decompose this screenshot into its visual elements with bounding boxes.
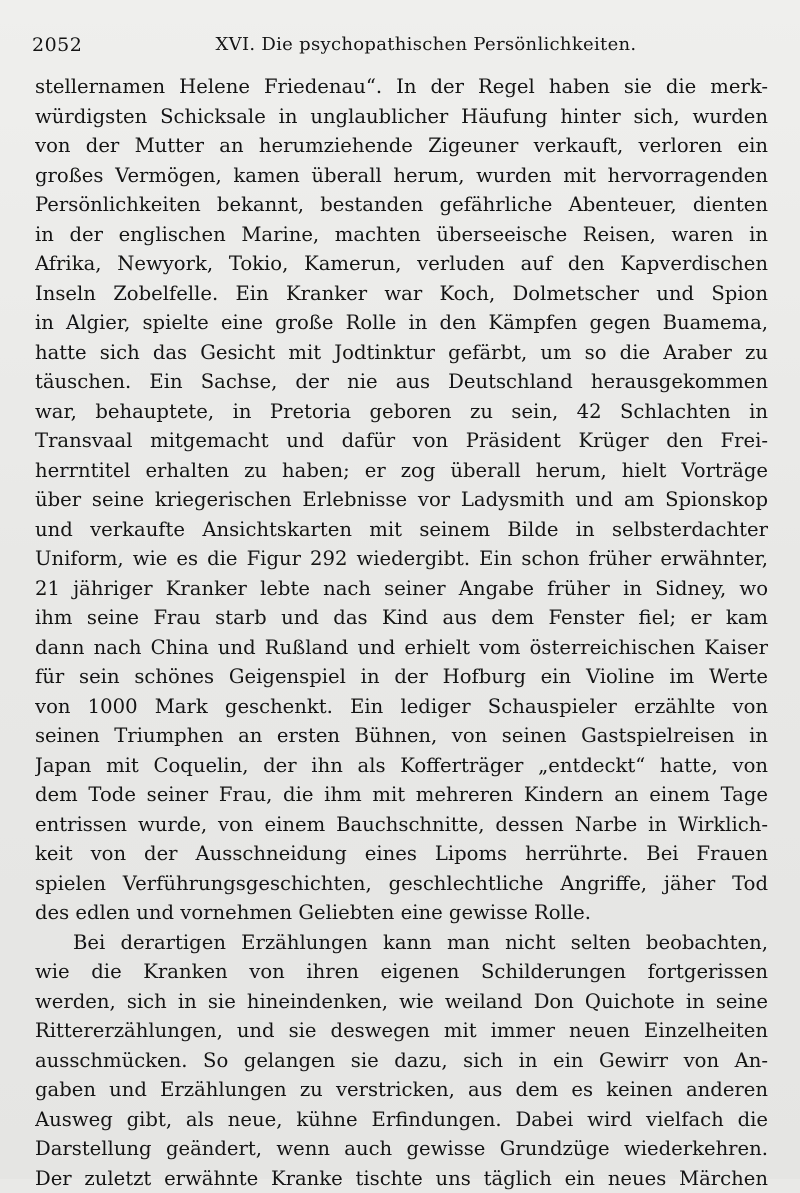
text-line: dann nach China und Rußland und erhielt vom österreichischen Kaiser [35, 633, 768, 663]
text-line: würdigsten Schicksale in unglaublicher Häufung hinter sich, wurden [35, 102, 768, 132]
text-line: Darstellung geändert, wenn auch gewisse Grundzüge wiederkehren. [35, 1134, 768, 1164]
text-line: wie die Kranken von ihren eigenen Schilderungen fortgerissen [35, 957, 768, 987]
text-line: werden, sich in sie hineindenken, wie weiland Don Quichote in seine [35, 987, 768, 1017]
text-line: dem Tode seiner Frau, die ihm mit mehreren Kindern an einem Tage [35, 780, 768, 810]
text-line: spielen Verführungsgeschichten, geschlechtliche Angriffe, jäher Tod [35, 869, 768, 899]
text-line: großes Vermögen, kamen überall herum, wurden mit hervorragenden [35, 161, 768, 191]
text-line: für sein schönes Geigenspiel in der Hofburg ein Violine im Werte [35, 662, 768, 692]
text-line: des edlen und vornehmen Geliebten eine gewisse Rolle. [35, 898, 768, 928]
text-line: Afrika, Newyork, Tokio, Kamerun, verluden auf den Kapverdischen [35, 249, 768, 279]
text-line: in Algier, spielte eine große Rolle in den Kämpfen gegen Buamema, [35, 308, 768, 338]
text-line: von der Mutter an herumziehende Zigeuner verkauft, verloren ein [35, 131, 768, 161]
text-line: herrntitel erhalten zu haben; er zog überall herum, hielt Vorträge [35, 456, 768, 486]
text-line: stellernamen Helene Friedenau“. In der Regel haben sie die merk- [35, 72, 768, 102]
page-header [32, 30, 760, 60]
text-line: Uniform, wie es die Figur 292 wiedergibt. Ein schon früher erwähnter, [35, 544, 768, 574]
text-line: keit von der Ausschneidung eines Lipoms herrührte. Bei Frauen [35, 839, 768, 869]
paragraph-2 [35, 928, 768, 1193]
text-line: 21 jähriger Kranker lebte nach seiner Angabe früher in Sidney, wo [35, 574, 768, 604]
text-line: in der englischen Marine, machten überseeische Reisen, waren in [35, 220, 768, 250]
text-line: täuschen. Ein Sachse, der nie aus Deutschland herausgekommen [35, 367, 768, 397]
text-line: Persönlichkeiten bekannt, bestanden gefährliche Abenteuer, dienten [35, 190, 768, 220]
text-line: und verkaufte Ansichtskarten mit seinem Bilde in selbsterdachter [35, 515, 768, 545]
text-line: war, behauptete, in Pretoria geboren zu sein, 42 Schlachten in [35, 397, 768, 427]
text-line: entrissen wurde, von einem Bauchschnitte, dessen Narbe in Wirklich- [35, 810, 768, 840]
text-line: Ausweg gibt, als neue, kühne Erfindungen. Dabei wird vielfach die [35, 1105, 768, 1135]
text-line: Rittererzählungen, und sie deswegen mit immer neuen Einzelheiten [35, 1016, 768, 1046]
text-line: ausschmücken. So gelangen sie dazu, sich in ein Gewirr von An- [35, 1046, 768, 1076]
text-line: seinen Triumphen an ersten Bühnen, von seinen Gastspielreisen in [35, 721, 768, 751]
text-line: ihm seine Frau starb und das Kind aus dem Fenster fiel; er kam [35, 603, 768, 633]
running-head: XVI. Die psychopathischen Persönlichkeiten. [32, 34, 760, 55]
paragraph-1 [35, 72, 768, 928]
text-line: Inseln Zobelfelle. Ein Kranker war Koch, Dolmetscher und Spion [35, 279, 768, 309]
text-line: Bei derartigen Erzählungen kann man nicht selten beobachten, [35, 928, 768, 958]
text-line: gaben und Erzählungen zu verstricken, aus dem es keinen anderen [35, 1075, 768, 1105]
text-line: Transvaal mitgemacht und dafür von Präsident Krüger den Frei- [35, 426, 768, 456]
page-number: 2052 [32, 34, 82, 56]
text-line: hatte sich das Gesicht mit Jodtinktur gefärbt, um so die Araber zu [35, 338, 768, 368]
body-text [35, 72, 768, 1193]
text-line: von 1000 Mark geschenkt. Ein lediger Schauspieler erzählte von [35, 692, 768, 722]
text-line: Der zuletzt erwähnte Kranke tischte uns täglich ein neues Märchen [35, 1164, 768, 1193]
text-line: über seine kriegerischen Erlebnisse vor Ladysmith und am Spionskop [35, 485, 768, 515]
text-line: Japan mit Coquelin, der ihn als Kofferträger „entdeckt“ hatte, von [35, 751, 768, 781]
